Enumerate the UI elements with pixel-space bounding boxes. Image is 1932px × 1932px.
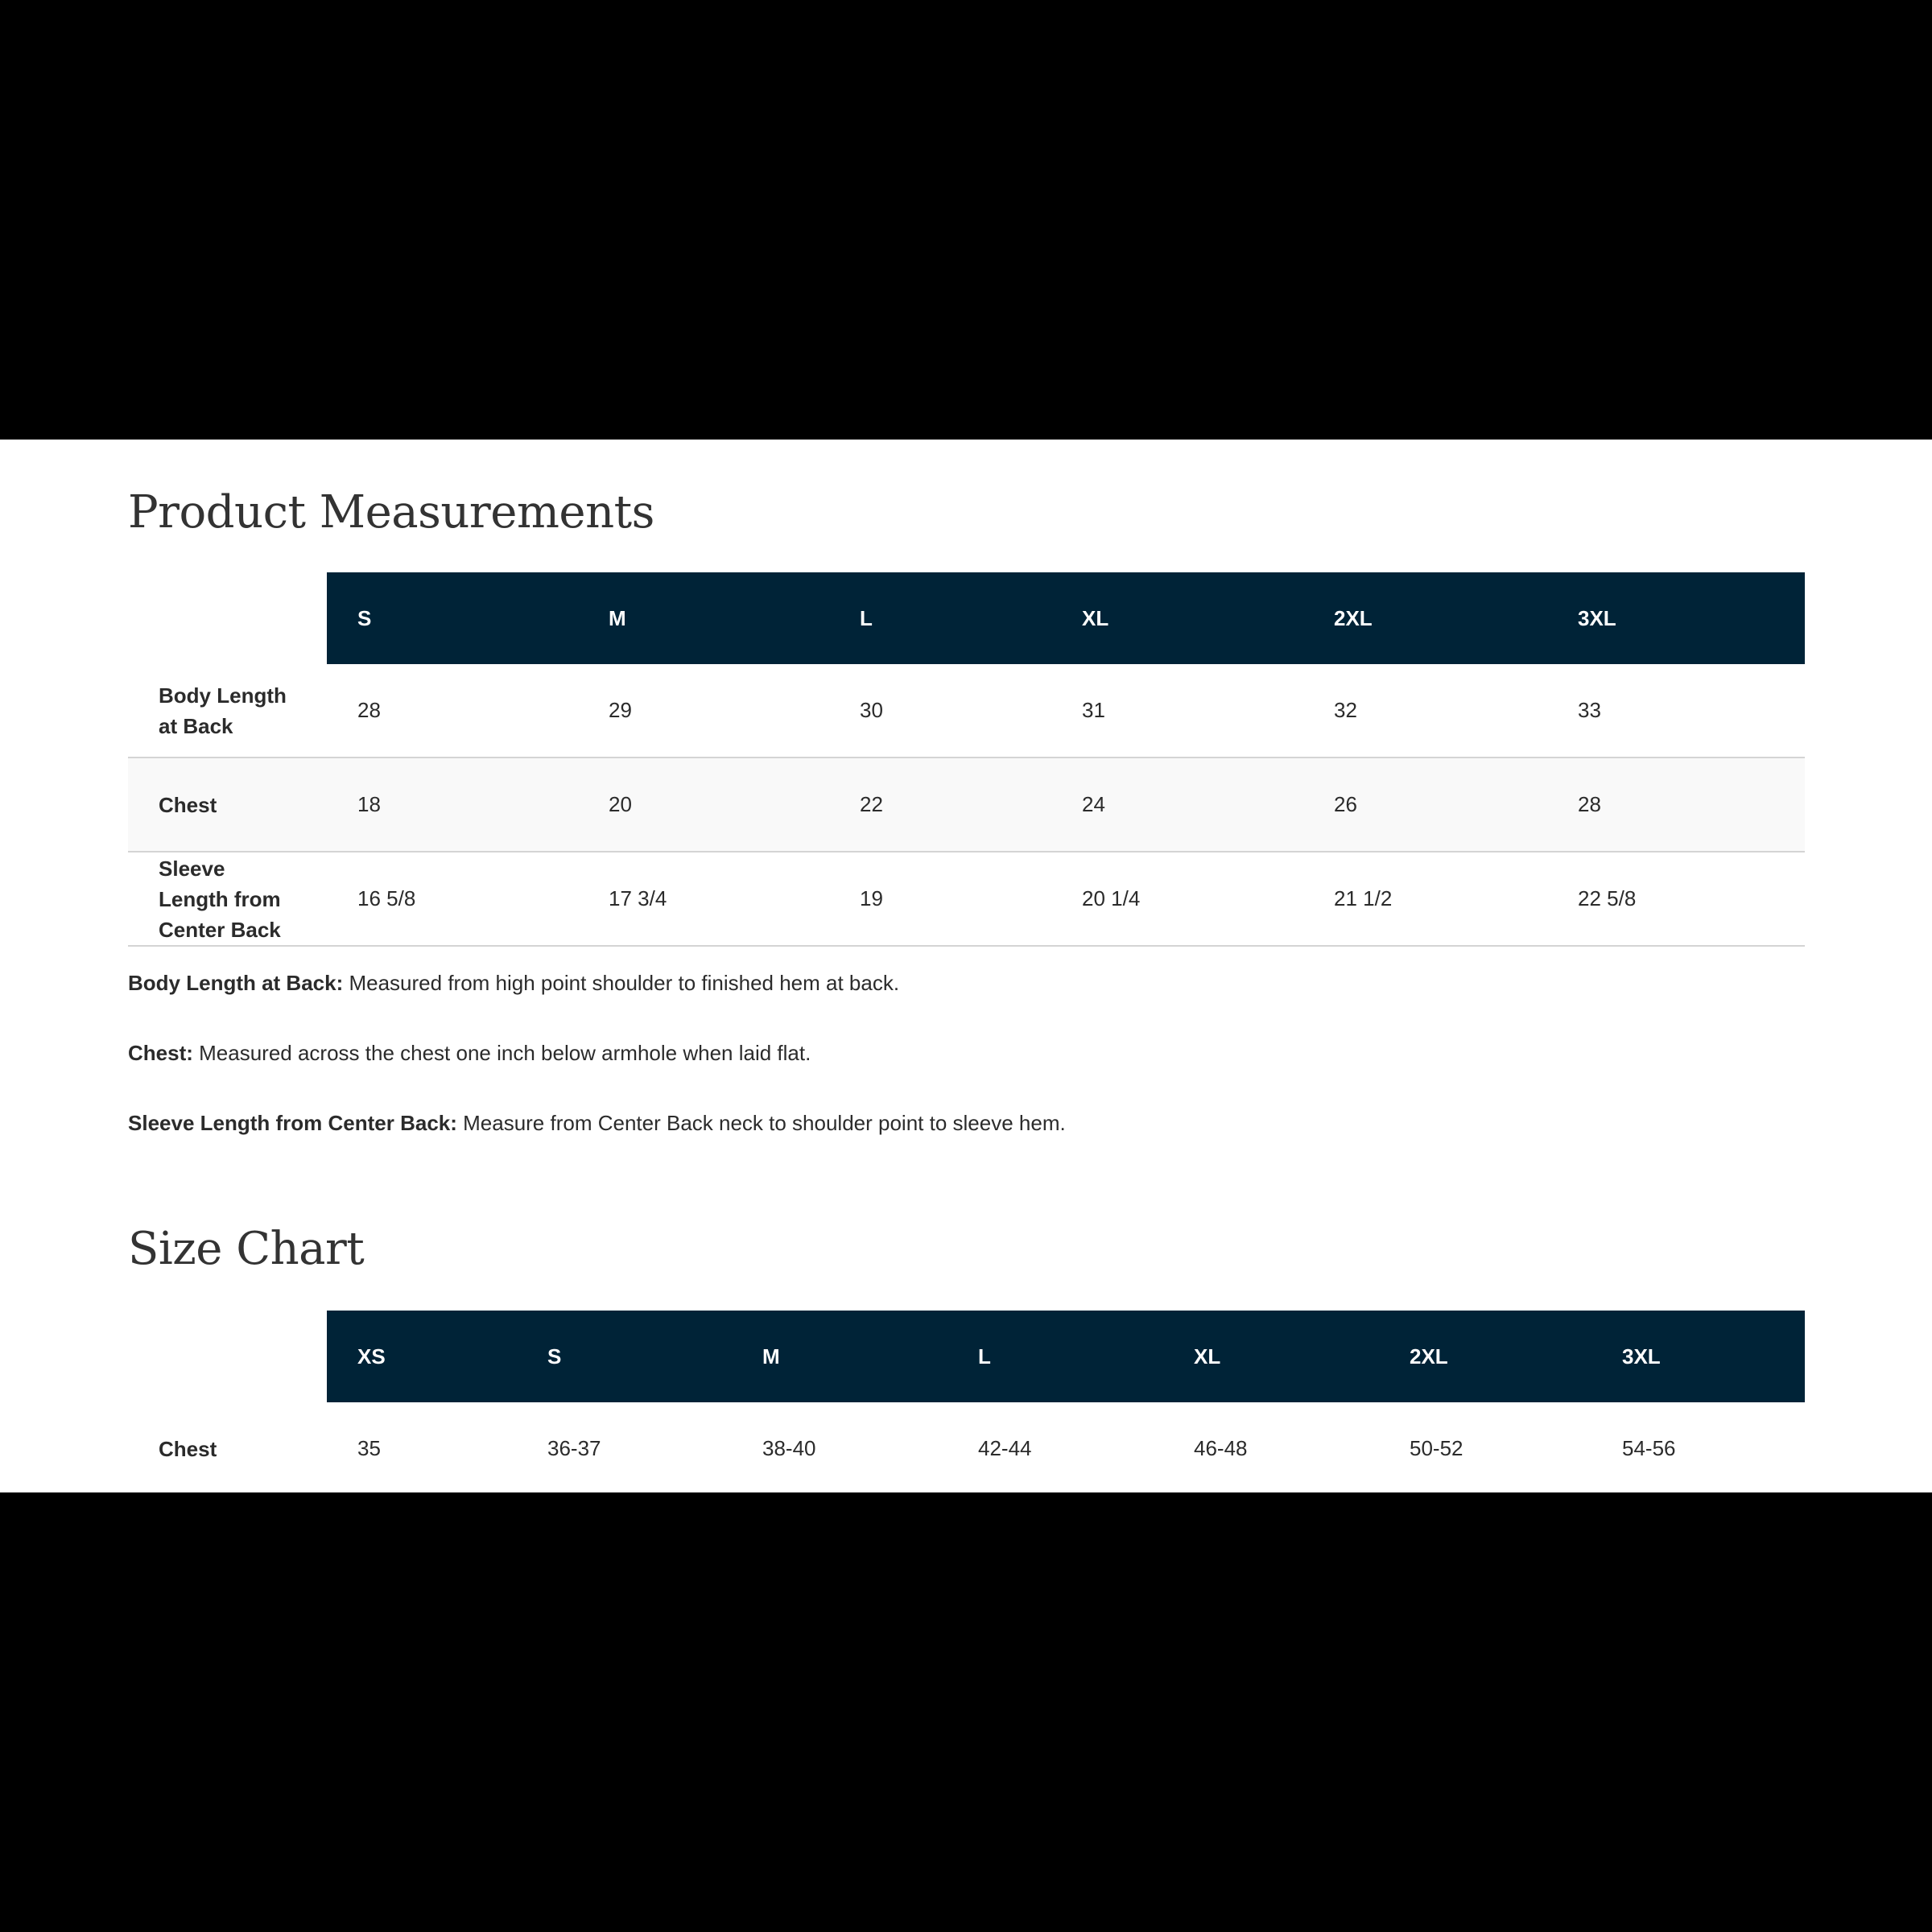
row-label-chest: Chest bbox=[128, 758, 327, 852]
table-cell: 50-52 bbox=[1410, 1436, 1463, 1460]
size-header: 2XL bbox=[1303, 572, 1547, 664]
note-text: Measure from Center Back neck to shoulder point to sleeve hem. bbox=[456, 1111, 1066, 1135]
table-cell: 30 bbox=[829, 664, 1051, 758]
table-cell: 32 bbox=[1303, 664, 1547, 758]
size-header: S bbox=[327, 572, 578, 664]
note-text: Measured from high point shoulder to finished hem at back. bbox=[343, 971, 900, 995]
table-cell: 16 5/8 bbox=[327, 852, 578, 946]
table-corner-cell bbox=[128, 572, 327, 664]
table-cell: 22 5/8 bbox=[1547, 852, 1805, 946]
size-chart-title: Size Chart bbox=[128, 1223, 365, 1275]
table-cell: 42-44 bbox=[978, 1436, 1032, 1460]
table-header-row bbox=[128, 572, 1805, 664]
size-header: 2XL bbox=[1379, 1311, 1591, 1402]
table-cell: 21 1/2 bbox=[1303, 852, 1547, 946]
note-term: Body Length at Back: bbox=[128, 971, 344, 995]
size-header: XL bbox=[1051, 572, 1303, 664]
table-cell: 24 bbox=[1051, 758, 1303, 852]
size-header: S bbox=[517, 1311, 732, 1402]
table-corner-cell bbox=[128, 1311, 327, 1402]
note-term: Sleeve Length from Center Back: bbox=[128, 1111, 457, 1135]
table-cell: 29 bbox=[578, 664, 829, 758]
table-cell: 35 bbox=[357, 1436, 381, 1460]
table-header-row bbox=[128, 1311, 1805, 1402]
size-chart-table bbox=[128, 1311, 1805, 1492]
note-term: Chest: bbox=[128, 1041, 193, 1065]
table-cell: 33 bbox=[1547, 664, 1805, 758]
size-header: L bbox=[829, 572, 1051, 664]
table-cell: 17 3/4 bbox=[578, 852, 829, 946]
table-row bbox=[128, 664, 1805, 758]
table-cell: 20 bbox=[578, 758, 829, 852]
size-header: M bbox=[732, 1311, 947, 1402]
size-header: XL bbox=[1163, 1311, 1379, 1402]
table-cell: 20 1/4 bbox=[1051, 852, 1303, 946]
table-cell: 18 bbox=[327, 758, 578, 852]
table-row bbox=[128, 758, 1805, 852]
row-label-body-length: Body Length at Back bbox=[128, 664, 327, 758]
measurement-notes bbox=[128, 971, 1805, 1181]
size-header: L bbox=[947, 1311, 1163, 1402]
size-header: M bbox=[578, 572, 829, 664]
table-cell: 28 bbox=[1547, 758, 1805, 852]
row-label-sleeve-length: Sleeve Length from Center Back bbox=[128, 852, 327, 946]
table-cell: 31 bbox=[1051, 664, 1303, 758]
table-cell: 46-48 bbox=[1194, 1436, 1248, 1460]
product-measurements-title: Product Measurements bbox=[128, 486, 654, 539]
note-sleeve-length bbox=[128, 1111, 1805, 1135]
size-header: 3XL bbox=[1547, 572, 1805, 664]
table-cell: 36-37 bbox=[547, 1436, 601, 1460]
note-body-length bbox=[128, 971, 1805, 995]
product-measurements-table bbox=[128, 572, 1805, 947]
size-header: 3XL bbox=[1591, 1311, 1805, 1402]
table-cell: 22 bbox=[829, 758, 1051, 852]
table-cell: 26 bbox=[1303, 758, 1547, 852]
table-cell: 38-40 bbox=[762, 1436, 816, 1460]
table-cell: 19 bbox=[829, 852, 1051, 946]
table-cell: 54-56 bbox=[1622, 1436, 1676, 1460]
table-row bbox=[128, 1402, 1805, 1492]
table-cell: 28 bbox=[327, 664, 578, 758]
table-row bbox=[128, 852, 1805, 946]
row-label-chest: Chest bbox=[159, 1436, 217, 1461]
note-text: Measured across the chest one inch below armhole when laid flat. bbox=[192, 1041, 811, 1065]
size-guide-panel bbox=[0, 440, 1932, 1492]
size-header: XS bbox=[327, 1311, 517, 1402]
note-chest bbox=[128, 1041, 1805, 1065]
